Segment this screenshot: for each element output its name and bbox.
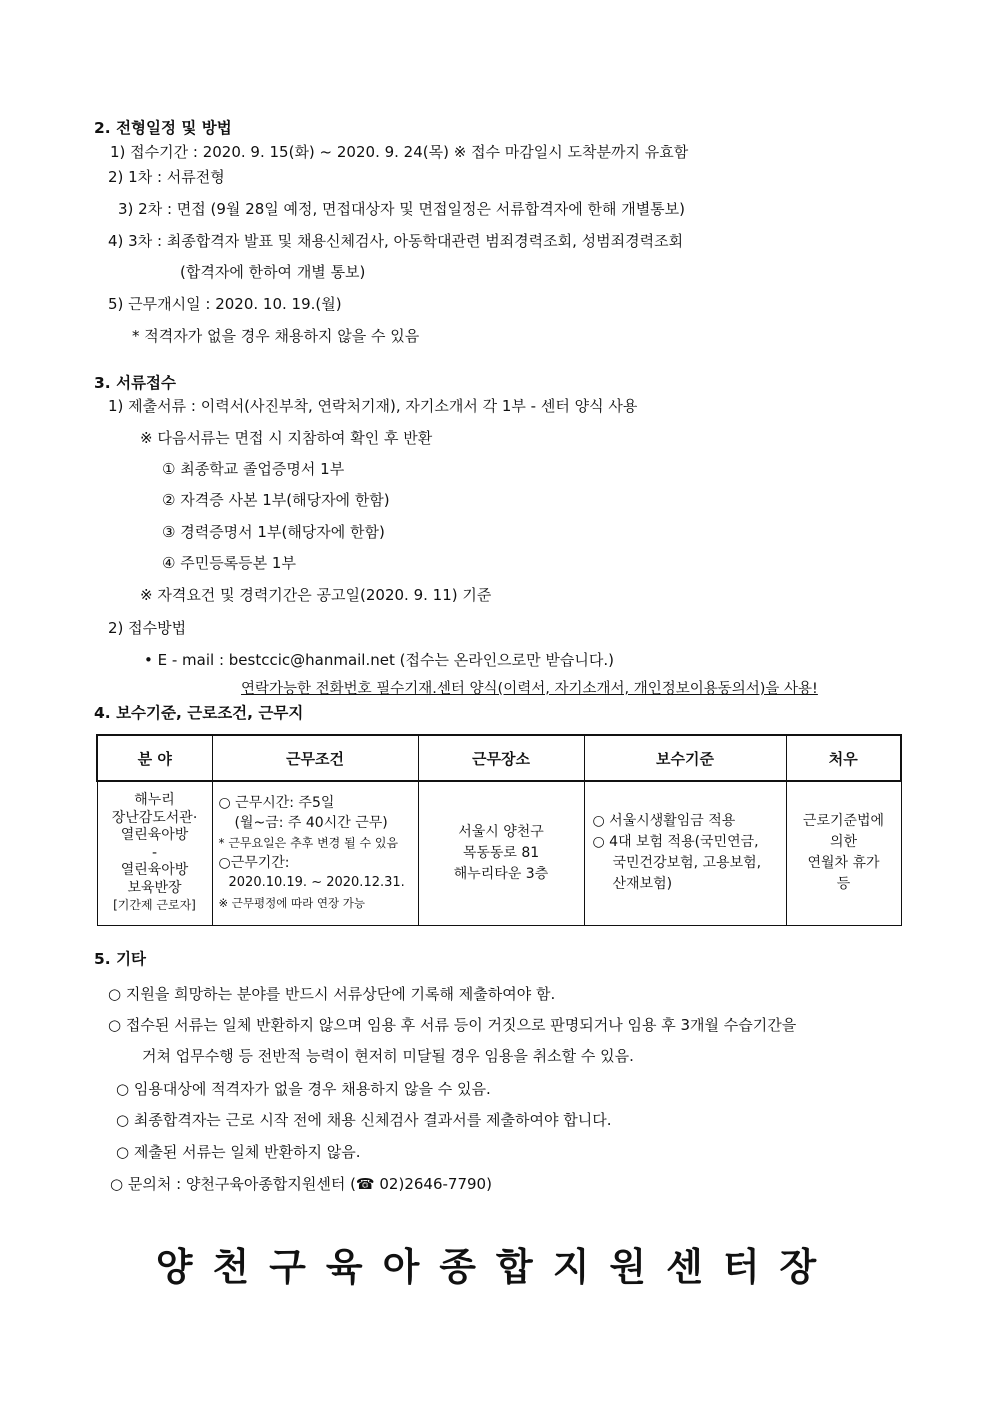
section3-email: • E - mail : bestccic@hanmail.net (접수는 온라인으로만 받습니다.) [144,651,615,669]
section2-note: * 적격자가 없을 경우 채용하지 않을 수 있음 [132,327,420,345]
section4-heading: 4. 보수기준, 근로조건, 근무지 [94,704,304,722]
section3-doc-1: ① 최종학교 졸업증명서 1부 [162,460,345,478]
section2-item-4-note: (합격자에 한하여 개별 통보) [180,263,366,281]
conditions-table [96,734,902,926]
section2-item-4: 4) 3차 : 최종합격자 발표 및 채용신체검사, 아동학대관련 범죄경력조회, 성범죄경력조회 [108,232,684,250]
section3-doc-2: ② 자격증 사본 1부(해당자에 한함) [162,491,390,509]
section3-notice: 연락가능한 전화번호 필수기재.센터 양식(이력서, 자기소개서, 개인정보이용동의서)을 사용! [241,681,818,697]
section5-item-4: ○ 최종합격자는 근로 시작 전에 채용 신체검사 결과서를 제출하여야 합니다. [116,1111,612,1129]
header-conditions: 근무조건 [212,735,418,781]
section3-note-2: ※ 자격요건 및 경력기간은 공고일(2020. 9. 11) 기준 [140,586,492,604]
section3-note-1: ※ 다음서류는 면접 시 지참하여 확인 후 반환 [140,429,433,447]
section2-item-5: 5) 근무개시일 : 2020. 10. 19.(월) [108,295,342,313]
section2-heading: 2. 전형일정 및 방법 [94,119,232,137]
section2-item-2: 2) 1차 : 서류전형 [108,168,225,186]
header-location: 근무장소 [418,735,584,781]
section3-doc-3: ③ 경력증명서 1부(해당자에 한함) [162,523,385,541]
section2-item-1: 1) 접수기간 : 2020. 9. 15(화) ~ 2020. 9. 24(목) ※ 접수 마감일시 도착분까지 유효함 [110,143,689,161]
cell-field: 해누리 장난감도서관· 열린육아방 - 열린육아방 보육반장 [기간제 근로자] [97,781,212,925]
section3-heading: 3. 서류접수 [94,374,176,392]
header-field: 분 야 [97,735,212,781]
section3-item-2: 2) 접수방법 [108,619,187,637]
section5-item-1: ○ 지원을 희망하는 분야를 반드시 서류상단에 기록해 제출하여야 함. [108,985,556,1003]
cell-conditions: ○ 근무시간: 주5일 (월~금: 주 40시간 근무) * 근무요일은 추후 변경 될 수 있음 ○근무기간: 2020.10.19. ~ 2020.12.31. ※ 근무평정에 따라 연장 가능 [212,781,418,925]
section3-item-1: 1) 제출서류 : 이력서(사진부착, 연락처기재), 자기소개서 각 1부 - 센터 양식 사용 [108,397,638,415]
header-pay: 보수기준 [584,735,786,781]
cell-pay: ○ 서울시생활임금 적용 ○ 4대 보험 적용(국민연금, 국민건강보험, 고용보험, 산재보험) [584,781,786,925]
section5-heading: 5. 기타 [94,950,147,968]
section5-item-3: ○ 임용대상에 적격자가 없을 경우 채용하지 않을 수 있음. [116,1080,491,1098]
section5-contact: ○ 문의처 : 양천구육아종합지원센터 (☎ 02)2646-7790) [110,1175,492,1193]
header-benefits: 처우 [786,735,901,781]
cell-location: 서울시 양천구 목동동로 81 해누리타운 3층 [418,781,584,925]
section5-item-2-cont: 거쳐 업무수행 등 전반적 능력이 현저히 미달될 경우 임용을 취소할 수 있음. [142,1047,634,1065]
section5-item-5: ○ 제출된 서류는 일체 반환하지 않음. [116,1143,361,1161]
section5-item-2: ○ 접수된 서류는 일체 반환하지 않으며 임용 후 서류 등이 거짓으로 판명되거나 임용 후 3개월 수습기간을 [108,1016,797,1034]
section3-doc-4: ④ 주민등록등본 1부 [162,554,296,572]
cell-benefits: 근로기준법에 의한 연월차 휴가 등 [786,781,901,925]
section2-item-3: 3) 2차 : 면접 (9월 28일 예정, 면접대상자 및 면접일정은 서류합격자에 한해 개별통보) [118,200,686,218]
signature: 양천구육아종합지원센터장 [155,1245,837,1289]
